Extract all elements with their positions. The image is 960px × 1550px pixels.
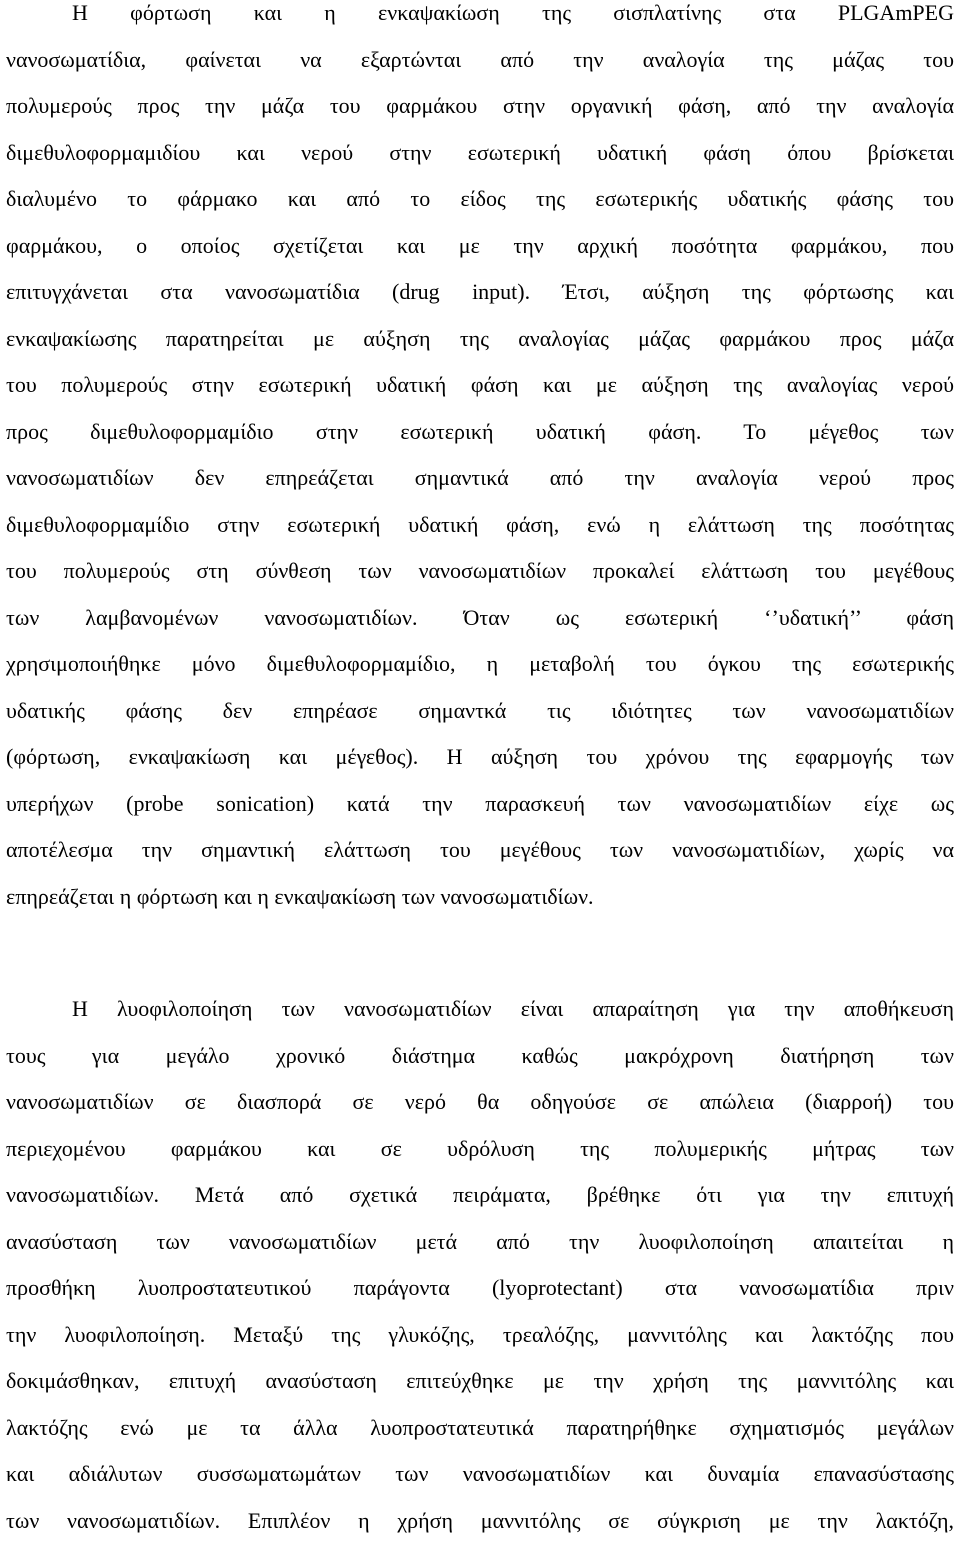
- text-line: υδατικής φάσης δεν επηρέασε σημαντκά τις ιδιότητες των νανοσωματιδίων: [6, 697, 954, 723]
- text-line: των νανοσωματιδίων. Επιπλέον η χρήση μαννιτόλης σε σύγκριση με την λακτόζη,: [6, 1507, 954, 1533]
- paragraph-2: [6, 986, 954, 1544]
- text-line: του πολυμερούς στην εσωτερική υδατική φάση και με αύξηση της αναλογίας νερού: [6, 372, 954, 397]
- text-line: Η λυοφιλοποίηση των νανοσωματιδίων είναι απαραίτηση για την αποθήκευση: [72, 996, 954, 1021]
- text-line: διμεθυλοφορμαμιδίου και νερού στην εσωτερική υδατική φάση όπου βρίσκεται: [6, 139, 954, 165]
- text-line: των λαμβανομένων νανοσωματιδίων. Όταν ως εσωτερική ‘’υδατική’’ φάση: [6, 604, 954, 630]
- text-line: νανοσωματιδίων σε διασπορά σε νερό θα οδηγούσε σε απώλεια (διαρροή) του: [6, 1089, 954, 1114]
- text-line: προς διμεθυλοφορμαμίδιο στην εσωτερική υδατική φάση. Το μέγεθος των: [6, 418, 954, 444]
- text-line: τους για μεγάλο χρονικό διάστημα καθώς μακρόχρονη διατήρηση των: [6, 1042, 954, 1068]
- text-line: Η φόρτωση και η ενκαψακίωση της σισπλατίνης στα PLGAmPEG: [72, 0, 954, 25]
- text-line: διαλυμένο το φάρμακο και από το είδος της εσωτερικής υδατικής φάσης του: [6, 186, 954, 211]
- text-line: φαρμάκου, ο οποίος σχετίζεται και με την αρχική ποσότητα φαρμάκου, που: [6, 232, 954, 258]
- text-line: την λυοφιλοποίηση. Μεταξύ της γλυκόζης, τρεαλόζης, μαννιτόλης και λακτόζης που: [6, 1321, 954, 1347]
- text-line: (φόρτωση, ενκαψακίωση και μέγεθος). Η αύξηση του χρόνου της εφαρμογής των: [6, 744, 954, 769]
- text-line: και αδιάλυτων συσσωματωμάτων των νανοσωματιδίων και δυναμία επανασύστασης: [6, 1461, 954, 1486]
- text-line: περιεχομένου φαρμάκου και σε υδρόλυση της πολυμερικής μήτρας των: [6, 1135, 954, 1161]
- text-line: νανοσωματιδίων. Μετά από σχετικά πειράματα, βρέθηκε ότι για την επιτυχή: [6, 1182, 954, 1207]
- text-line: επιτυγχάνεται στα νανοσωματίδια (drug input). Έτσι, αύξηση της φόρτωσης και: [6, 279, 954, 304]
- text-line: υπερήχων (probe sonication) κατά την παρασκευή των νανοσωματιδίων είχε ως: [6, 790, 954, 816]
- text-line: του πολυμερούς στη σύνθεση των νανοσωματιδίων προκαλεί ελάττωση του μεγέθους: [6, 558, 954, 583]
- text-line: νανοσωματιδίων δεν επηρεάζεται σημαντικά από την αναλογία νερού προς: [6, 465, 954, 490]
- text-line: ανασύσταση των νανοσωματιδίων μετά από την λυοφιλοποίηση απαιτείται η: [6, 1228, 954, 1254]
- text-line: νανοσωματίδια, φαίνεται να εξαρτώνται από την αναλογία της μάζας του: [6, 46, 954, 72]
- text-line: πολυμερούς προς την μάζα του φαρμάκου στην οργανική φάση, από την αναλογία: [6, 93, 954, 118]
- text-line: ενκαψακίωσης παρατηρείται με αύξηση της αναλογίας μάζας φαρμάκου προς μάζα: [6, 325, 954, 351]
- text-line: αποτέλεσμα την σημαντική ελάττωση του μεγέθους των νανοσωματιδίων, χωρίς να: [6, 837, 954, 862]
- text-line: προσθήκη λυοπροστατευτικού παράγοντα (lyoprotectant) στα νανοσωματίδια πριν: [6, 1275, 954, 1300]
- text-line: δοκιμάσθηκαν, επιτυχή ανασύσταση επιτεύχθηκε με την χρήση της μαννιτόλης και: [6, 1368, 954, 1393]
- text-line: χρησιμοποιήθηκε μόνο διμεθυλοφορμαμίδιο, η μεταβολή του όγκου της εσωτερικής: [6, 651, 954, 676]
- paragraph-1: [6, 0, 954, 920]
- text-line: λακτόζης ενώ με τα άλλα λυοπροστατευτικά παρατηρήθηκε σχηματισμός μεγάλων: [6, 1414, 954, 1440]
- text-line: επηρεάζεται η φόρτωση και η ενκαψακίωση των νανοσωματιδίων.: [6, 883, 594, 909]
- text-line: διμεθυλοφορμαμίδιο στην εσωτερική υδατική φάση, ενώ η ελάττωση της ποσότητας: [6, 511, 954, 537]
